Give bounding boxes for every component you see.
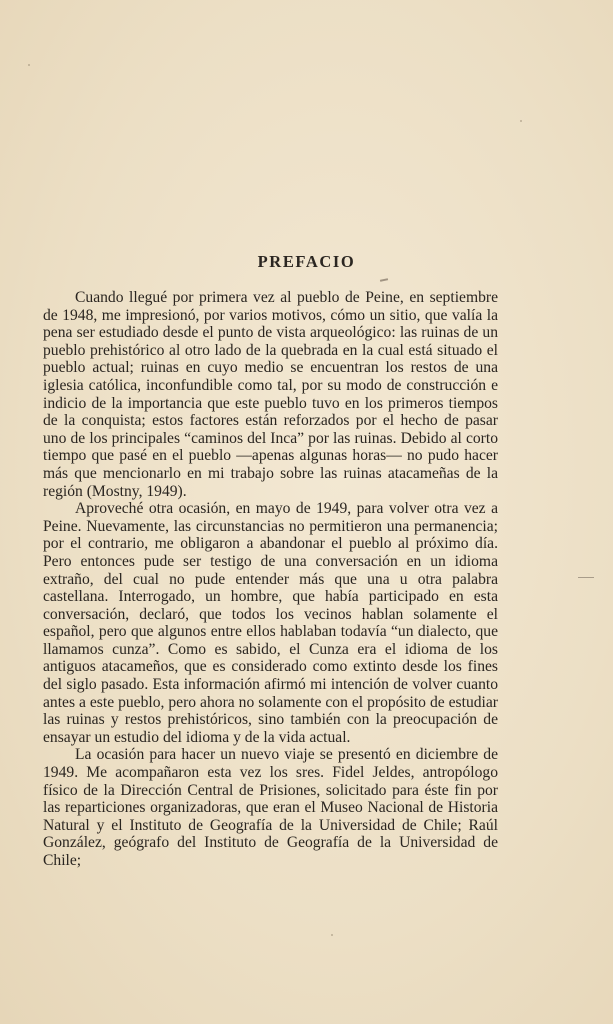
page-title: PREFACIO [257,252,356,272]
paper-speck [331,934,333,936]
paragraph: Aproveché otra ocasión, en mayo de 1949, para volver otra vez a Peine. Nuevamente, las circunstancias no permitieron una permanencia; por el contrario, me obligaron a abandonar el pueblo al próximo día. Pero entonces pude ser testigo de una conversación en un idioma extraño, del cual no pude entender más que una u otra palabra castellana. Interrogado, un hombre, que había participado en esta conversación, declaró, que todos los vecinos hablan solamente el español, pero que algunos entre ellos hablaban todavía “un dialecto, que llamamos cunza”. Como es sabido, el Cunza era el idioma de los antiguos atacameños, que es considerado como extinto desde los fines del siglo pasado. Esta información afirmó mi intención de volver cuanto antes a este pueblo, pero ahora no solamente con el propósito de estudiar las ruinas y restos prehistóricos, sino también con la preocupación de ensayar un estudio del idioma y de la vida actual. [43,500,498,746]
margin-mark [578,577,594,578]
paragraph: La ocasión para hacer un nuevo viaje se presentó en diciembre de 1949. Me acompañaron esta vez los sres. Fidel Jeldes, antropólogo físico de la Dirección Central de Prisiones, solicitado para éste fin por las reparticiones organizadoras, que eran el Museo Nacional de Historia Natural y el Instituto de Geografía de la Universidad de Chile; Raúl González, geógrafo del Instituto de Geografía de la Universidad de Chile; [43,746,498,869]
paper-speck [520,120,522,122]
paper-speck [28,64,30,66]
paragraph: Cuando llegué por primera vez al pueblo de Peine, en septiembre de 1948, me impresionó, por varios motivos, cómo un sitio, que valía la pena ser estudiado desde el punto de vista arqueológico: las ruinas de un pueblo prehistórico al otro lado de la quebrada en la cual está situado el pueblo actual; ruinas en cuyo medio se encuentran los restos de una iglesia católica, inconfundible como tal, por su modo de construcción e indicio de la importancia que este pueblo tuvo en los primeros tiempos de la conquista; estos factores están reforzados por el hecho de pasar uno de los principales “caminos del Inca” por las ruinas. Debido al corto tiempo que pasé en el pueblo —apenas algunas horas— no pudo hacer más que mencionarlo en mi trabajo sobre las ruinas atacameñas de la región (Mostny, 1949). [43,289,498,500]
ink-mark [380,278,388,282]
body-text [43,289,498,870]
